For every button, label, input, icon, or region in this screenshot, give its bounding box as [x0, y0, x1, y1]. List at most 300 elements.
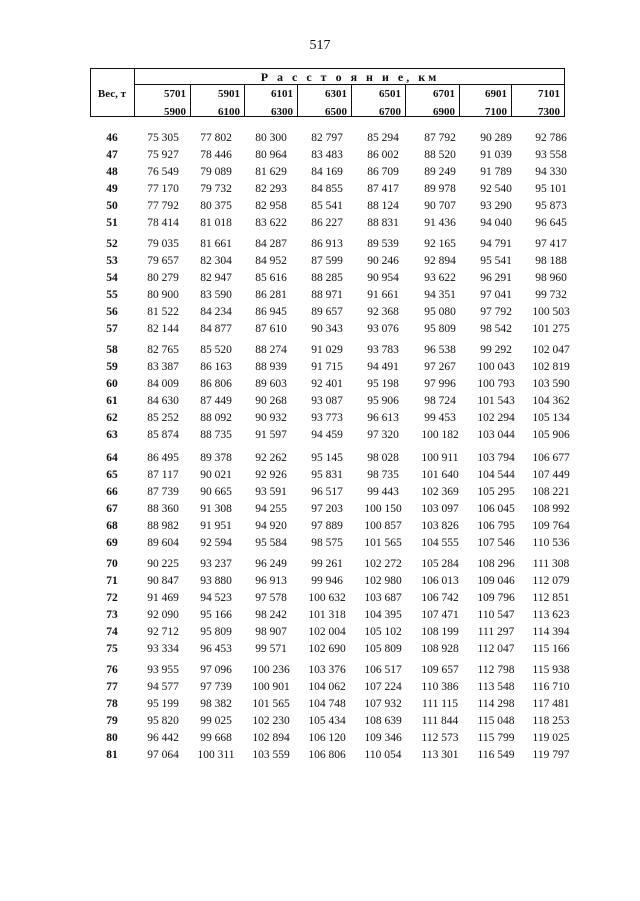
weight-cell: 56	[106, 306, 118, 318]
cost-cell: 97 996	[424, 378, 456, 390]
cost-cell: 100 793	[477, 378, 515, 390]
cost-cell: 98 960	[535, 272, 567, 284]
range-to: 5900	[164, 106, 186, 118]
cost-cell: 83 483	[311, 149, 343, 161]
cost-cell: 96 453	[200, 643, 232, 655]
cost-cell: 106 677	[532, 452, 570, 464]
table-row	[0, 485, 640, 500]
cost-cell: 106 013	[421, 575, 459, 587]
cost-cell: 79 089	[200, 166, 232, 178]
weight-cell: 48	[106, 166, 118, 178]
cost-cell: 96 249	[255, 558, 287, 570]
cost-cell: 93 558	[535, 149, 567, 161]
weight-cell: 76	[106, 664, 118, 676]
weight-cell: 55	[106, 289, 118, 301]
cost-cell: 100 182	[421, 429, 459, 441]
cost-cell: 93 773	[311, 412, 343, 424]
cost-cell: 83 590	[200, 289, 232, 301]
cost-cell: 86 709	[367, 166, 399, 178]
cost-cell: 105 102	[364, 626, 402, 638]
cost-cell: 87 599	[311, 255, 343, 267]
range-column-divider	[511, 84, 512, 116]
cost-cell: 100 632	[308, 592, 346, 604]
cost-cell: 91 789	[480, 166, 512, 178]
range-to: 6900	[433, 106, 455, 118]
cost-cell: 99 732	[535, 289, 567, 301]
cost-cell: 95 809	[200, 626, 232, 638]
cost-cell: 97 417	[535, 238, 567, 250]
cost-cell: 115 166	[532, 643, 570, 655]
cost-cell: 105 284	[421, 558, 459, 570]
cost-cell: 92 368	[367, 306, 399, 318]
cost-cell: 109 046	[477, 575, 515, 587]
cost-cell: 93 334	[147, 643, 179, 655]
range-to: 6300	[271, 106, 293, 118]
table-row	[0, 714, 640, 729]
cost-cell: 112 851	[532, 592, 570, 604]
range-to: 7300	[538, 106, 560, 118]
cost-cell: 100 043	[477, 361, 515, 373]
cost-cell: 115 048	[477, 715, 515, 727]
table-row	[0, 165, 640, 180]
distance-range-header	[146, 87, 186, 119]
cost-cell: 77 170	[147, 183, 179, 195]
distance-header: Р а с с т о я н и е, км	[260, 70, 440, 84]
cost-cell: 84 009	[147, 378, 179, 390]
weight-cell: 66	[106, 486, 118, 498]
table-row	[0, 199, 640, 214]
distance-range-header	[415, 87, 455, 119]
cost-cell: 84 855	[311, 183, 343, 195]
cost-cell: 114 394	[532, 626, 570, 638]
cost-cell: 104 555	[421, 537, 459, 549]
cost-cell: 89 539	[367, 238, 399, 250]
range-column-divider	[405, 84, 406, 116]
cost-cell: 84 169	[311, 166, 343, 178]
weight-cell: 62	[106, 412, 118, 424]
cost-cell: 94 791	[480, 238, 512, 250]
table-row	[0, 411, 640, 426]
cost-cell: 102 819	[532, 361, 570, 373]
cost-cell: 109 657	[421, 664, 459, 676]
range-from: 7101	[538, 88, 560, 100]
table-row	[0, 574, 640, 589]
cost-cell: 113 301	[421, 749, 459, 761]
cost-cell: 97 739	[200, 681, 232, 693]
cost-cell: 86 002	[367, 149, 399, 161]
cost-cell: 90 343	[311, 323, 343, 335]
cost-cell: 104 544	[477, 469, 515, 481]
cost-cell: 86 227	[311, 217, 343, 229]
cost-cell: 80 279	[147, 272, 179, 284]
cost-cell: 109 346	[364, 732, 402, 744]
cost-cell: 88 735	[200, 429, 232, 441]
cost-cell: 109 796	[477, 592, 515, 604]
cost-cell: 103 376	[308, 664, 346, 676]
cost-cell: 110 547	[477, 609, 515, 621]
cost-cell: 78 446	[200, 149, 232, 161]
weight-cell: 54	[106, 272, 118, 284]
cost-cell: 88 360	[147, 503, 179, 515]
cost-cell: 81 522	[147, 306, 179, 318]
cost-cell: 84 877	[200, 323, 232, 335]
cost-cell: 98 382	[200, 698, 232, 710]
cost-cell: 90 268	[255, 395, 287, 407]
cost-cell: 93 591	[255, 486, 287, 498]
cost-cell: 85 294	[367, 132, 399, 144]
cost-cell: 97 792	[480, 306, 512, 318]
cost-cell: 87 610	[255, 323, 287, 335]
cost-cell: 104 362	[532, 395, 570, 407]
table-row	[0, 536, 640, 551]
cost-cell: 96 517	[311, 486, 343, 498]
cost-cell: 95 101	[535, 183, 567, 195]
table-row	[0, 305, 640, 320]
range-column-divider	[244, 84, 245, 116]
cost-cell: 93 880	[200, 575, 232, 587]
cost-cell: 112 047	[477, 643, 515, 655]
table-row	[0, 131, 640, 146]
cost-cell: 95 873	[535, 200, 567, 212]
table-row	[0, 377, 640, 392]
cost-cell: 102 690	[308, 643, 346, 655]
cost-cell: 105 134	[532, 412, 570, 424]
cost-cell: 91 039	[480, 149, 512, 161]
cost-cell: 100 857	[364, 520, 402, 532]
table-row	[0, 360, 640, 375]
cost-cell: 103 687	[364, 592, 402, 604]
cost-cell: 97 096	[200, 664, 232, 676]
cost-cell: 89 657	[311, 306, 343, 318]
cost-cell: 94 577	[147, 681, 179, 693]
cost-cell: 86 913	[311, 238, 343, 250]
cost-cell: 82 144	[147, 323, 179, 335]
cost-cell: 77 802	[200, 132, 232, 144]
cost-cell: 96 913	[255, 575, 287, 587]
table-row	[0, 697, 640, 712]
cost-cell: 93 955	[147, 664, 179, 676]
cost-cell: 88 274	[255, 344, 287, 356]
range-from: 6501	[379, 88, 401, 100]
table-row	[0, 254, 640, 269]
cost-cell: 93 783	[367, 344, 399, 356]
cost-cell: 90 246	[367, 255, 399, 267]
cost-cell: 94 330	[535, 166, 567, 178]
cost-cell: 96 613	[367, 412, 399, 424]
cost-cell: 105 906	[532, 429, 570, 441]
cost-cell: 81 629	[255, 166, 287, 178]
table-row	[0, 451, 640, 466]
weight-cell: 46	[106, 132, 118, 144]
cost-cell: 95 809	[424, 323, 456, 335]
cost-cell: 87 449	[200, 395, 232, 407]
range-column-divider	[297, 84, 298, 116]
cost-cell: 102 369	[421, 486, 459, 498]
cost-cell: 82 765	[147, 344, 179, 356]
cost-cell: 99 292	[480, 344, 512, 356]
range-from: 6101	[271, 88, 293, 100]
cost-cell: 99 025	[200, 715, 232, 727]
cost-cell: 105 434	[308, 715, 346, 727]
table-row	[0, 288, 640, 303]
cost-cell: 92 401	[311, 378, 343, 390]
table-row	[0, 237, 640, 252]
cost-cell: 119 025	[532, 732, 570, 744]
cost-cell: 97 267	[424, 361, 456, 373]
range-from: 6701	[433, 88, 455, 100]
cost-cell: 103 044	[477, 429, 515, 441]
range-to: 6500	[325, 106, 347, 118]
cost-cell: 86 806	[200, 378, 232, 390]
cost-cell: 80 375	[200, 200, 232, 212]
cost-cell: 80 300	[255, 132, 287, 144]
cost-cell: 118 253	[532, 715, 570, 727]
cost-cell: 95 820	[147, 715, 179, 727]
cost-cell: 92 712	[147, 626, 179, 638]
table-row	[0, 680, 640, 695]
cost-cell: 116 710	[532, 681, 570, 693]
weight-cell: 72	[106, 592, 118, 604]
cost-cell: 90 289	[480, 132, 512, 144]
cost-cell: 95 145	[311, 452, 343, 464]
cost-cell: 119 797	[532, 749, 570, 761]
table-row	[0, 608, 640, 623]
weight-cell: 49	[106, 183, 118, 195]
header-top-rule	[90, 68, 565, 69]
range-from: 5901	[218, 88, 240, 100]
cost-cell: 106 742	[421, 592, 459, 604]
cost-cell: 100 901	[252, 681, 290, 693]
cost-cell: 111 308	[532, 558, 570, 570]
cost-cell: 94 523	[200, 592, 232, 604]
page-number: 517	[309, 38, 331, 53]
table-row	[0, 557, 640, 572]
weight-cell: 68	[106, 520, 118, 532]
cost-cell: 96 538	[424, 344, 456, 356]
cost-cell: 90 665	[200, 486, 232, 498]
cost-cell: 88 124	[367, 200, 399, 212]
cost-cell: 104 748	[308, 698, 346, 710]
cost-cell: 106 120	[308, 732, 346, 744]
weight-cell: 50	[106, 200, 118, 212]
cost-cell: 91 469	[147, 592, 179, 604]
table-row	[0, 322, 640, 337]
cost-cell: 107 932	[364, 698, 402, 710]
cost-cell: 92 540	[480, 183, 512, 195]
cost-cell: 105 295	[477, 486, 515, 498]
range-from: 6301	[325, 88, 347, 100]
cost-cell: 83 387	[147, 361, 179, 373]
cost-cell: 97 041	[480, 289, 512, 301]
cost-cell: 91 715	[311, 361, 343, 373]
cost-cell: 90 707	[424, 200, 456, 212]
cost-cell: 112 798	[477, 664, 515, 676]
cost-cell: 89 603	[255, 378, 287, 390]
cost-cell: 110 536	[532, 537, 570, 549]
weight-cell: 61	[106, 395, 118, 407]
cost-cell: 96 442	[147, 732, 179, 744]
distance-range-header	[467, 87, 507, 119]
cost-cell: 81 018	[200, 217, 232, 229]
cost-cell: 95 584	[255, 537, 287, 549]
table-row	[0, 148, 640, 163]
cost-cell: 98 907	[255, 626, 287, 638]
cost-cell: 108 928	[421, 643, 459, 655]
cost-cell: 109 764	[532, 520, 570, 532]
cost-cell: 93 290	[480, 200, 512, 212]
cost-cell: 83 622	[255, 217, 287, 229]
table-row	[0, 519, 640, 534]
cost-cell: 106 795	[477, 520, 515, 532]
cost-cell: 94 491	[367, 361, 399, 373]
cost-cell: 95 541	[480, 255, 512, 267]
range-column-divider	[351, 84, 352, 116]
cost-cell: 110 386	[421, 681, 459, 693]
distance-range-header	[253, 87, 293, 119]
cost-cell: 88 520	[424, 149, 456, 161]
cost-cell: 94 351	[424, 289, 456, 301]
cost-cell: 108 992	[532, 503, 570, 515]
weight-cell: 69	[106, 537, 118, 549]
cost-cell: 86 945	[255, 306, 287, 318]
cost-cell: 92 786	[535, 132, 567, 144]
weight-cell: 52	[106, 238, 118, 250]
cost-cell: 101 318	[308, 609, 346, 621]
cost-cell: 92 090	[147, 609, 179, 621]
weight-cell: 57	[106, 323, 118, 335]
cost-cell: 100 150	[364, 503, 402, 515]
weight-cell: 64	[106, 452, 118, 464]
cost-cell: 89 378	[200, 452, 232, 464]
weight-cell: 60	[106, 378, 118, 390]
cost-cell: 85 616	[255, 272, 287, 284]
cost-cell: 90 954	[367, 272, 399, 284]
weight-cell: 53	[106, 255, 118, 267]
table-row	[0, 663, 640, 678]
cost-cell: 75 305	[147, 132, 179, 144]
cost-cell: 108 296	[477, 558, 515, 570]
table-row	[0, 625, 640, 640]
weight-cell: 79	[106, 715, 118, 727]
table-row	[0, 468, 640, 483]
table-row	[0, 748, 640, 763]
cost-cell: 91 661	[367, 289, 399, 301]
cost-cell: 101 565	[364, 537, 402, 549]
range-to: 6100	[218, 106, 240, 118]
cost-cell: 98 542	[480, 323, 512, 335]
cost-cell: 102 004	[308, 626, 346, 638]
range-to: 7100	[485, 106, 507, 118]
cost-cell: 102 980	[364, 575, 402, 587]
cost-cell: 102 894	[252, 732, 290, 744]
range-to: 6700	[379, 106, 401, 118]
cost-cell: 84 287	[255, 238, 287, 250]
cost-cell: 103 826	[421, 520, 459, 532]
cost-cell: 90 225	[147, 558, 179, 570]
cost-cell: 95 906	[367, 395, 399, 407]
cost-cell: 89 604	[147, 537, 179, 549]
cost-cell: 76 549	[147, 166, 179, 178]
cost-cell: 97 889	[311, 520, 343, 532]
weight-cell: 74	[106, 626, 118, 638]
cost-cell: 92 594	[200, 537, 232, 549]
table-row	[0, 271, 640, 286]
cost-cell: 95 166	[200, 609, 232, 621]
cost-cell: 106 517	[364, 664, 402, 676]
cost-cell: 102 272	[364, 558, 402, 570]
cost-cell: 82 947	[200, 272, 232, 284]
cost-cell: 110 054	[364, 749, 402, 761]
cost-cell: 80 900	[147, 289, 179, 301]
cost-cell: 115 799	[477, 732, 515, 744]
cost-cell: 113 548	[477, 681, 515, 693]
weight-column-header: Вес, т	[97, 88, 127, 100]
cost-cell: 82 797	[311, 132, 343, 144]
cost-cell: 111 844	[421, 715, 459, 727]
cost-cell: 112 079	[532, 575, 570, 587]
cost-cell: 91 951	[200, 520, 232, 532]
weight-cell: 80	[106, 732, 118, 744]
cost-cell: 90 932	[255, 412, 287, 424]
table-row	[0, 502, 640, 517]
cost-cell: 102 230	[252, 715, 290, 727]
cost-cell: 99 668	[200, 732, 232, 744]
weight-cell: 70	[106, 558, 118, 570]
cost-cell: 99 946	[311, 575, 343, 587]
cost-cell: 104 395	[364, 609, 402, 621]
cost-cell: 99 261	[311, 558, 343, 570]
cost-cell: 114 298	[477, 698, 515, 710]
cost-cell: 96 291	[480, 272, 512, 284]
cost-cell: 99 443	[367, 486, 399, 498]
cost-cell: 103 097	[421, 503, 459, 515]
cost-cell: 111 297	[477, 626, 515, 638]
cost-cell: 87 739	[147, 486, 179, 498]
cost-cell: 89 978	[424, 183, 456, 195]
cost-cell: 106 806	[308, 749, 346, 761]
cost-cell: 95 080	[424, 306, 456, 318]
cost-cell: 107 224	[364, 681, 402, 693]
weight-cell: 51	[106, 217, 118, 229]
cost-cell: 94 920	[255, 520, 287, 532]
cost-cell: 94 040	[480, 217, 512, 229]
cost-cell: 90 847	[147, 575, 179, 587]
cost-cell: 103 559	[252, 749, 290, 761]
weight-cell: 58	[106, 344, 118, 356]
cost-cell: 79 732	[200, 183, 232, 195]
cost-cell: 111 115	[421, 698, 459, 710]
cost-cell: 108 221	[532, 486, 570, 498]
range-column-divider	[190, 84, 191, 116]
table-row	[0, 394, 640, 409]
cost-cell: 87 117	[147, 469, 179, 481]
cost-cell: 95 199	[147, 698, 179, 710]
range-column-divider	[459, 84, 460, 116]
cost-cell: 82 304	[200, 255, 232, 267]
cost-cell: 100 503	[532, 306, 570, 318]
cost-cell: 79 035	[147, 238, 179, 250]
cost-cell: 82 293	[255, 183, 287, 195]
cost-cell: 101 275	[532, 323, 570, 335]
cost-cell: 107 449	[532, 469, 570, 481]
cost-cell: 98 724	[424, 395, 456, 407]
cost-cell: 108 199	[421, 626, 459, 638]
distance-range-header	[520, 87, 560, 119]
cost-cell: 81 661	[200, 238, 232, 250]
cost-cell: 80 964	[255, 149, 287, 161]
weight-cell: 59	[106, 361, 118, 373]
cost-cell: 92 894	[424, 255, 456, 267]
